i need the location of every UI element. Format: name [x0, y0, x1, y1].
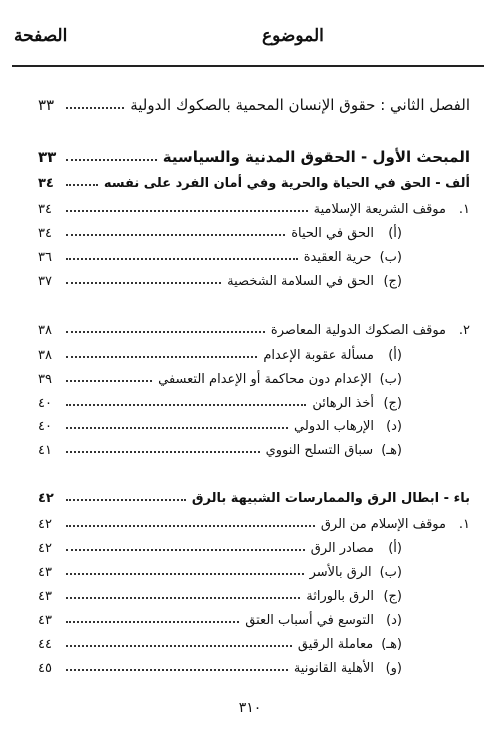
entry-marker: (أ) — [388, 541, 402, 556]
toc-entry-numbered — [38, 318, 470, 338]
toc-entry-lettered — [38, 414, 402, 434]
dot-leader — [66, 669, 288, 671]
toc-entry-chapter — [38, 94, 470, 114]
dot-leader — [66, 234, 285, 236]
entry-title: الرق بالأسر — [309, 565, 372, 580]
entry-marker: (د) — [386, 613, 402, 628]
dot-leader — [66, 549, 305, 551]
toc-entry-lettered — [38, 656, 402, 676]
entry-page: ٣٦ — [38, 250, 52, 265]
entry-title: ألف - الحق في الحياة والحرية وفي أمان الفرد على نفسه — [103, 176, 470, 191]
entry-page: ٤٣ — [38, 589, 52, 604]
entry-title: الرق بالوراثة — [306, 589, 374, 604]
entry-marker: (ج) — [383, 396, 402, 411]
entry-title: موقف الشريعة الإسلامية — [313, 202, 446, 217]
dot-leader — [66, 258, 298, 260]
dot-leader — [66, 210, 308, 212]
dot-leader — [66, 499, 186, 501]
entry-marker: (ب) — [379, 250, 402, 265]
entry-title: الإرهاب الدولي — [294, 419, 374, 434]
entry-number: ٢. — [458, 323, 470, 338]
toc-entry-numbered — [38, 197, 470, 217]
toc-entry-lettered — [38, 221, 402, 241]
entry-page: ٤٢ — [38, 517, 52, 532]
entry-page: ٣٧ — [38, 274, 52, 289]
entry-page: ٤٤ — [38, 637, 52, 652]
entry-marker: (و) — [385, 661, 402, 676]
entry-page: ٣٤ — [38, 202, 52, 217]
entry-title: سباق التسلح النووي — [265, 443, 374, 458]
column-header-page: الصفحة — [14, 26, 68, 46]
toc-entry-lettered — [38, 245, 402, 265]
entry-title: الحق في الحياة — [291, 226, 374, 241]
toc-entry-lettered — [38, 343, 402, 363]
dot-leader — [66, 184, 98, 186]
entry-number: ١. — [458, 517, 470, 532]
dot-leader — [66, 380, 152, 382]
entry-marker: (أ) — [388, 226, 402, 241]
dot-leader — [66, 597, 300, 599]
entry-marker: (هـ) — [381, 443, 402, 458]
entry-title: أخذ الرهائن — [312, 396, 374, 411]
entry-page: ٤١ — [38, 443, 52, 458]
toc-entry-lettered — [38, 632, 402, 652]
page-number: ٣١٠ — [238, 700, 262, 716]
entry-title: التوسع في أسباب العتق — [245, 613, 374, 628]
toc-entry-lettered — [38, 536, 402, 556]
entry-title: معاملة الرقيق — [297, 637, 374, 652]
entry-page: ٤٢ — [38, 541, 52, 556]
entry-marker: (أ) — [388, 348, 402, 363]
entry-title: مسألة عقوبة الإعدام — [263, 348, 374, 363]
toc-entry-lettered — [38, 269, 402, 289]
entry-title: موقف الصكوك الدولية المعاصرة — [270, 323, 446, 338]
entry-page: ٤٥ — [38, 661, 52, 676]
toc-entry-lettered — [38, 584, 402, 604]
toc-entry-lettered — [38, 438, 402, 458]
dot-leader — [66, 107, 124, 109]
dot-leader — [66, 282, 221, 284]
entry-marker: (ج) — [383, 274, 402, 289]
entry-page: ٤٢ — [38, 491, 54, 506]
entry-title: مصادر الرق — [310, 541, 374, 556]
entry-page: ٣٩ — [38, 372, 52, 387]
entry-title: الحق في السلامة الشخصية — [227, 274, 374, 289]
entry-title: باء - ابطال الرق والممارسات الشبيهة بالرق — [191, 491, 470, 506]
toc-entry-numbered — [38, 512, 470, 532]
entry-page: ٣٨ — [38, 323, 52, 338]
dot-leader — [66, 331, 265, 333]
toc-entry-subsection — [38, 171, 470, 191]
entry-page: ٤٠ — [38, 396, 52, 411]
entry-title: الفصل الثاني : حقوق الإنسان المحمية بالصكوك الدولية — [130, 96, 470, 114]
dot-leader — [66, 573, 304, 575]
dot-leader — [66, 356, 257, 358]
entry-page: ٤٣ — [38, 565, 52, 580]
dot-leader — [66, 621, 239, 623]
entry-page: ٣٤ — [38, 226, 52, 241]
entry-title: موقف الإسلام من الرق — [320, 517, 446, 532]
entry-title: الأهلية القانونية — [293, 661, 374, 676]
toc-entry-lettered — [38, 367, 402, 387]
dot-leader — [66, 525, 315, 527]
dot-leader — [66, 404, 306, 406]
toc-entry-lettered — [38, 608, 402, 628]
dot-leader — [66, 159, 157, 161]
header-divider — [12, 65, 484, 67]
entry-title: المبحث الأول - الحقوق المدنية والسياسية — [162, 148, 470, 166]
entry-marker: (ب) — [379, 372, 402, 387]
dot-leader — [66, 645, 292, 647]
entry-title: حرية العقيدة — [303, 250, 372, 265]
toc-entry-subsection — [38, 486, 470, 506]
dot-leader — [66, 427, 288, 429]
column-header-subject: الموضوع — [262, 26, 324, 46]
entry-marker: (هـ) — [381, 637, 402, 652]
entry-title: الإعدام دون محاكمة أو الإعدام التعسفي — [158, 372, 372, 387]
entry-marker: (ج) — [383, 589, 402, 604]
entry-number: ١. — [458, 202, 470, 217]
entry-page: ٤٣ — [38, 613, 52, 628]
entry-marker: (ب) — [379, 565, 402, 580]
entry-page: ٣٤ — [38, 176, 54, 191]
entry-page: ٤٠ — [38, 419, 52, 434]
entry-marker: (د) — [386, 419, 402, 434]
entry-page: ٣٨ — [38, 348, 52, 363]
toc-entry-section — [38, 146, 470, 166]
entry-page: ٣٣ — [38, 96, 55, 114]
dot-leader — [66, 451, 260, 453]
toc-entry-lettered — [38, 391, 402, 411]
toc-entry-lettered — [38, 560, 402, 580]
entry-page: ٣٣ — [38, 148, 57, 166]
